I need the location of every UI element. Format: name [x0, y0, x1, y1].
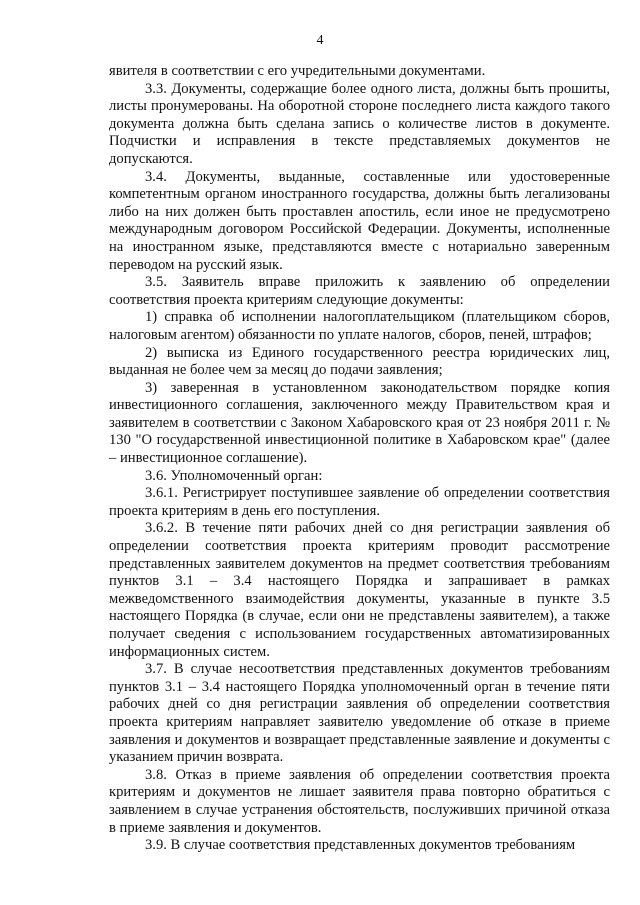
paragraph-3-4: 3.4. Документы, выданные, составленные или удостоверенные компетентным органом иностранного государства, должны быть легализованы либо на них должен быть проставлен апостиль, если иное не предусмотрено международным договором Российской Федерации. Документы, исполненные на иностранном языке, представляются вместе с нотариально заверенным переводом на русский язык. — [109, 168, 610, 273]
paragraph-3-3: 3.3. Документы, содержащие более одного листа, должны быть прошиты, листы пронумерованы. На оборотной стороне последнего листа каждого такого документа должна быть сделана запись о количестве листов в документе. Подчистки и исправления в тексте представляемых документов не допускаются. — [109, 80, 610, 167]
paragraph-3-8: 3.8. Отказ в приеме заявления об определении соответствия проекта критериям и документов не лишает заявителя права повторно обратиться с заявлением в случае устранения обстоятельств, послуживших причиной отказа в приеме заявления и документов. — [109, 766, 610, 836]
list-item-3: 3) заверенная в установленном законодательством порядке копия инвестиционного соглашения, заключенного между Правительством края и заявителем в соответствии с Законом Хабаровского края от 23 ноября 2011 г. № 130 "О государственной инвестиционной политике в Хабаровском крае" (далее – инвестиционное соглашение). — [109, 379, 610, 467]
paragraph-3-5: 3.5. Заявитель вправе приложить к заявлению об определении соответствия проекта критериям следующие документы: — [109, 274, 610, 308]
list-item-2: 2) выписка из Единого государственного реестра юридических лиц, выданная не более чем за месяц до подачи заявления; — [109, 344, 610, 379]
paragraph-3-6: 3.6. Уполномоченный орган: — [145, 467, 323, 484]
page-number: 4 — [316, 33, 324, 48]
paragraph-3-6-2: 3.6.2. В течение пяти рабочих дней со дня регистрации заявления об определении соответствия проекта критериям проводит рассмотрение представленных заявителем документов на предмет соответствия требованиям пунктов 3.1 – 3.4 настоящего Порядка и запрашивает в рамках межведомственного взаимодействия документы, указанные в пункте 3.5 настоящего Порядка (в случае, если они не представлены заявителем), а также получает сведения с использованием государственных автоматизированных информационных систем. — [109, 520, 610, 660]
list-item-1: 1) справка об исполнении налогоплательщиком (плательщиком сборов, налоговым агентом) обязанности по уплате налогов, сборов, пеней, штрафов; — [109, 309, 610, 343]
paragraph-3-9: 3.9. В случае соответствия представленных документов требованиям — [145, 837, 576, 854]
paragraph-3-7: 3.7. В случае несоответствия представленных документов требованиям пунктов 3.1 – 3.4 настоящего Порядка уполномоченный орган в течение пяти рабочих дней со дня регистрации заявления об определении соответствия проекта критериям направляет заявителю уведомление об отказе в приеме заявления и документов и возвращает представленные заявление и документы с указанием причин возврата. — [109, 661, 610, 766]
paragraph-continuation: явителя в соответствии с его учредительными документами. — [109, 63, 486, 79]
paragraph-3-6-1: 3.6.1. Регистрирует поступившее заявление об определении соответствия проекта критериям в день его поступления. — [109, 485, 610, 519]
document-body — [109, 63, 610, 855]
